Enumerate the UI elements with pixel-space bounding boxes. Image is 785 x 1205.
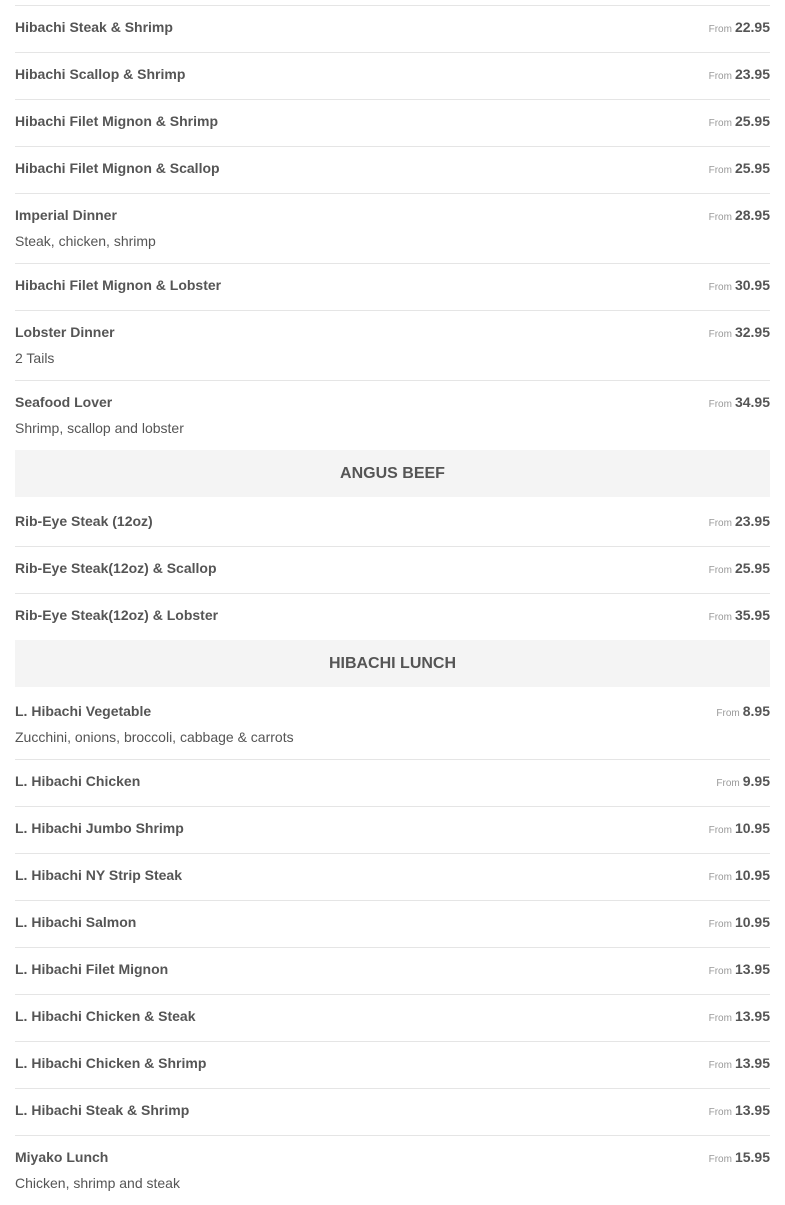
menu-item-price: 22.95 [734,19,770,35]
from-label: From [708,1154,732,1165]
menu-item-name: L. Hibachi Chicken & Steak [15,1008,196,1024]
menu-item-price: 25.95 [734,113,770,129]
menu-item-price-group [716,773,770,792]
menu-item[interactable] [15,546,770,593]
menu-item-price: 15.95 [734,1149,770,1165]
menu-item-name: L. Hibachi Chicken [15,773,141,789]
menu-item-price-group [709,867,770,886]
menu-item-price: 10.95 [734,820,770,836]
menu-item-name: Hibachi Filet Mignon & Lobster [15,277,222,293]
menu-item-price-group [709,513,770,532]
menu-item-price: 32.95 [734,324,770,340]
from-label: From [708,118,732,129]
menu-item-price-group [709,66,770,85]
menu-item[interactable] [15,52,770,99]
menu-item[interactable] [15,593,770,640]
menu-item-price-group [709,277,770,296]
menu-item-price-group [709,1055,770,1074]
menu-item-description: Steak, chicken, shrimp [15,233,156,249]
menu-item-price-group [709,394,770,413]
menu-item-description: Shrimp, scallop and lobster [15,420,184,436]
menu-item-price-group [709,607,770,626]
menu-item-price-group [709,1102,770,1121]
from-label: From [708,212,732,223]
menu-item-price: 23.95 [734,66,770,82]
menu-item[interactable] [15,994,770,1041]
menu-item[interactable] [15,310,770,380]
menu-item-name: Rib-Eye Steak(12oz) & Lobster [15,607,219,623]
menu-item-price: 13.95 [734,1055,770,1071]
menu-item[interactable] [15,497,770,546]
menu-item-name: L. Hibachi Chicken & Shrimp [15,1055,207,1071]
from-label: From [708,872,732,883]
from-label: From [708,1013,732,1024]
from-label: From [708,565,732,576]
menu-item-name: Seafood Lover [15,394,113,410]
menu-item-price: 13.95 [734,1008,770,1024]
from-label: From [708,919,732,930]
menu-list [15,5,770,1205]
from-label: From [708,966,732,977]
category-header-angus-beef: ANGUS BEEF [15,450,770,497]
from-label: From [708,165,732,176]
menu-item-price: 35.95 [734,607,770,623]
menu-item-price: 30.95 [734,277,770,293]
menu-item-price: 25.95 [734,560,770,576]
menu-item-price-group [709,560,770,579]
from-label: From [708,24,732,35]
menu-item-price: 10.95 [734,867,770,883]
menu-item-price: 13.95 [734,961,770,977]
menu-item-price-group [709,19,770,38]
from-label: From [708,1060,732,1071]
menu-item-name: L. Hibachi Filet Mignon [15,961,169,977]
menu-item-name: Rib-Eye Steak(12oz) & Scallop [15,560,217,576]
menu-item-price: 28.95 [734,207,770,223]
category-header-hibachi-lunch: HIBACHI LUNCH [15,640,770,687]
menu-item-name: Rib-Eye Steak (12oz) [15,513,153,529]
menu-item[interactable] [15,263,770,310]
menu-item-name: L. Hibachi Vegetable [15,703,152,719]
from-label: From [708,329,732,340]
menu-item-price-group [709,113,770,132]
menu-item-price-group [709,160,770,179]
from-label: From [708,282,732,293]
menu-item-name: L. Hibachi Steak & Shrimp [15,1102,190,1118]
from-label: From [708,612,732,623]
menu-item-price-group [709,820,770,839]
menu-item-name: Hibachi Filet Mignon & Shrimp [15,113,218,129]
menu-item-name: L. Hibachi NY Strip Steak [15,867,183,883]
menu-item[interactable] [15,380,770,450]
menu-item-price-group [709,961,770,980]
from-label: From [708,825,732,836]
menu-item-price: 23.95 [734,513,770,529]
menu-item[interactable] [15,947,770,994]
menu-item-price: 9.95 [742,773,770,789]
menu-item[interactable] [15,146,770,193]
from-label: From [708,399,732,410]
menu-item-price-group [709,914,770,933]
menu-item-price-group [709,324,770,343]
menu-item[interactable] [15,853,770,900]
menu-item[interactable] [15,1088,770,1135]
menu-item-name: Hibachi Filet Mignon & Scallop [15,160,220,176]
menu-item-description: Chicken, shrimp and steak [15,1175,180,1191]
menu-item-price-group [709,1008,770,1027]
menu-item[interactable] [15,759,770,806]
menu-item[interactable] [15,687,770,759]
menu-item-name: L. Hibachi Salmon [15,914,137,930]
menu-item-price: 8.95 [742,703,770,719]
menu-item-name: Imperial Dinner [15,207,117,223]
menu-item[interactable] [15,900,770,947]
from-label: From [708,518,732,529]
menu-item[interactable] [15,5,770,52]
from-label: From [716,778,740,789]
from-label: From [708,71,732,82]
from-label: From [716,708,740,719]
menu-item[interactable] [15,193,770,263]
menu-item-name: L. Hibachi Jumbo Shrimp [15,820,184,836]
menu-item-price-group [709,207,770,226]
menu-item-price: 10.95 [734,914,770,930]
menu-item-name: Miyako Lunch [15,1149,109,1165]
menu-item-description: 2 Tails [15,350,55,366]
menu-item-name: Hibachi Steak & Shrimp [15,19,173,35]
menu-item-description: Zucchini, onions, broccoli, cabbage & carrots [15,729,294,745]
menu-item[interactable] [15,806,770,853]
from-label: From [708,1107,732,1118]
menu-item[interactable] [15,1041,770,1088]
menu-item-price-group [709,1149,770,1168]
menu-item-price: 34.95 [734,394,770,410]
menu-item[interactable] [15,99,770,146]
menu-item-name: Hibachi Scallop & Shrimp [15,66,186,82]
menu-item-price: 25.95 [734,160,770,176]
menu-item-price-group [716,703,770,722]
menu-item-price: 13.95 [734,1102,770,1118]
menu-item[interactable] [15,1135,770,1205]
menu-item-name: Lobster Dinner [15,324,115,340]
